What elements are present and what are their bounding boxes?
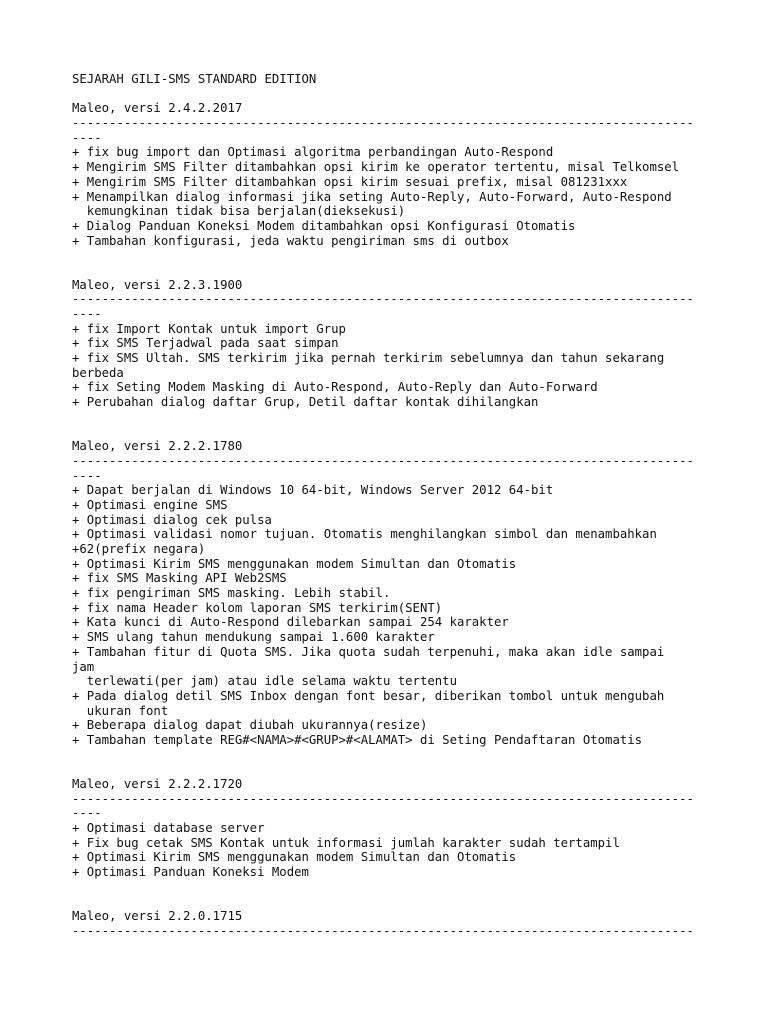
changelog-entry: + Tambahan fitur di Quota SMS. Jika quota sudah terpenuhi, maka akan idle sampai — [72, 644, 665, 659]
changelog-entry: + Tambahan template REG#<NAMA>#<GRUP>#<ALAMAT> di Seting Pendaftaran Otomatis — [72, 732, 643, 747]
changelog-entry: + Optimasi database server — [72, 821, 265, 836]
version-heading: Maleo, versi 2.2.3.1900 — [72, 277, 243, 292]
changelog-entry: + Pada dialog detil SMS Inbox dengan font besar, diberikan tombol untuk mengubah — [72, 688, 665, 703]
changelog-entry: jam — [72, 659, 95, 674]
changelog-entry: + fix nama Header kolom laporan SMS terkirim(SENT) — [72, 600, 443, 615]
version-heading: Maleo, versi 2.4.2.2017 — [72, 101, 243, 116]
changelog-entry: + Mengirim SMS Filter ditambahkan opsi kirim ke operator tertentu, misal Telkomsel — [72, 160, 680, 175]
changelog-entry: + Kata kunci di Auto-Respond dilebarkan sampai 254 karakter — [72, 615, 509, 630]
changelog-entry: + Optimasi Panduan Koneksi Modem — [72, 865, 309, 880]
changelog-entry: + Optimasi Kirim SMS menggunakan modem Simultan dan Otomatis — [72, 556, 517, 571]
changelog-entry: berbeda — [72, 365, 124, 380]
separator-line: ------------------------------------------------------------------------------------ — [72, 791, 694, 806]
changelog-entry: terlewati(per jam) atau idle selama waktu tertentu — [72, 674, 457, 689]
changelog-entry: + fix Seting Modem Masking di Auto-Respond, Auto-Reply dan Auto-Forward — [72, 380, 598, 395]
changelog-entry: + fix SMS Terjadwal pada saat simpan — [72, 336, 339, 351]
changelog-entry: + Optimasi engine SMS — [72, 497, 228, 512]
version-section — [72, 439, 712, 747]
changelog-entry: + Optimasi validasi nomor tujuan. Otomatis menghilangkan simbol dan menambahkan — [72, 527, 657, 542]
changelog-entry: + Tambahan konfigurasi, jeda waktu pengiriman sms di outbox — [72, 233, 509, 248]
version-heading: Maleo, versi 2.2.2.1720 — [72, 777, 243, 792]
changelog-entry: + fix Import Kontak untuk import Grup — [72, 321, 346, 336]
changelog-entry: + fix SMS Ultah. SMS terkirim jika pernah terkirim sebelumnya dan tahun sekarang — [72, 351, 665, 366]
changelog-entry: + Dialog Panduan Koneksi Modem ditambahkan opsi Konfigurasi Otomatis — [72, 218, 576, 233]
separator-line: ------------------------------------------------------------------------------------ — [72, 292, 694, 307]
separator-tail: ---- — [72, 130, 102, 145]
changelog-entry: +62(prefix negara) — [72, 542, 206, 557]
document-title: SEJARAH GILI-SMS STANDARD EDITION — [72, 72, 317, 86]
changelog-entry: kemungkinan tidak bisa berjalan(dieksekusi) — [72, 204, 406, 219]
version-heading: Maleo, versi 2.2.0.1715 — [72, 909, 243, 924]
changelog-entry: + fix pengiriman SMS masking. Lebih stabil. — [72, 586, 391, 601]
changelog-entry: + Perubahan dialog daftar Grup, Detil daftar kontak dihilangkan — [72, 395, 539, 410]
separator-line: ------------------------------------------------------------------------------------ — [72, 116, 694, 131]
changelog-entry: + Fix bug cetak SMS Kontak untuk informasi jumlah karakter sudah tertampil — [72, 835, 620, 850]
separator-tail: ---- — [72, 307, 102, 322]
separator-line: ------------------------------------------------------------------------------------ — [72, 453, 694, 468]
version-heading: Maleo, versi 2.2.2.1780 — [72, 439, 243, 454]
changelog-entry: + fix bug import dan Optimasi algoritma perbandingan Auto-Respond — [72, 145, 554, 160]
version-section — [72, 777, 712, 880]
changelog-entry: + fix SMS Masking API Web2SMS — [72, 571, 287, 586]
separator-tail: ---- — [72, 806, 102, 821]
version-section — [72, 909, 712, 938]
changelog-sections — [72, 101, 712, 938]
changelog-entry: + Menampilkan dialog informasi jika seting Auto-Reply, Auto-Forward, Auto-Respond — [72, 189, 672, 204]
version-section — [72, 278, 712, 410]
changelog-entry: + Optimasi dialog cek pulsa — [72, 512, 272, 527]
document-page — [72, 72, 712, 968]
separator-line: ------------------------------------------------------------------------------------ — [72, 923, 694, 938]
changelog-entry: + Beberapa dialog dapat diubah ukurannya(resize) — [72, 718, 428, 733]
changelog-entry: + Mengirim SMS Filter ditambahkan opsi kirim sesuai prefix, misal 081231xxx — [72, 174, 628, 189]
changelog-entry: ukuran font — [72, 703, 169, 718]
changelog-entry: + Dapat berjalan di Windows 10 64-bit, Windows Server 2012 64-bit — [72, 483, 554, 498]
separator-tail: ---- — [72, 468, 102, 483]
changelog-entry: + Optimasi Kirim SMS menggunakan modem Simultan dan Otomatis — [72, 850, 517, 865]
changelog-entry: + SMS ulang tahun mendukung sampai 1.600 karakter — [72, 630, 435, 645]
version-section — [72, 101, 712, 248]
